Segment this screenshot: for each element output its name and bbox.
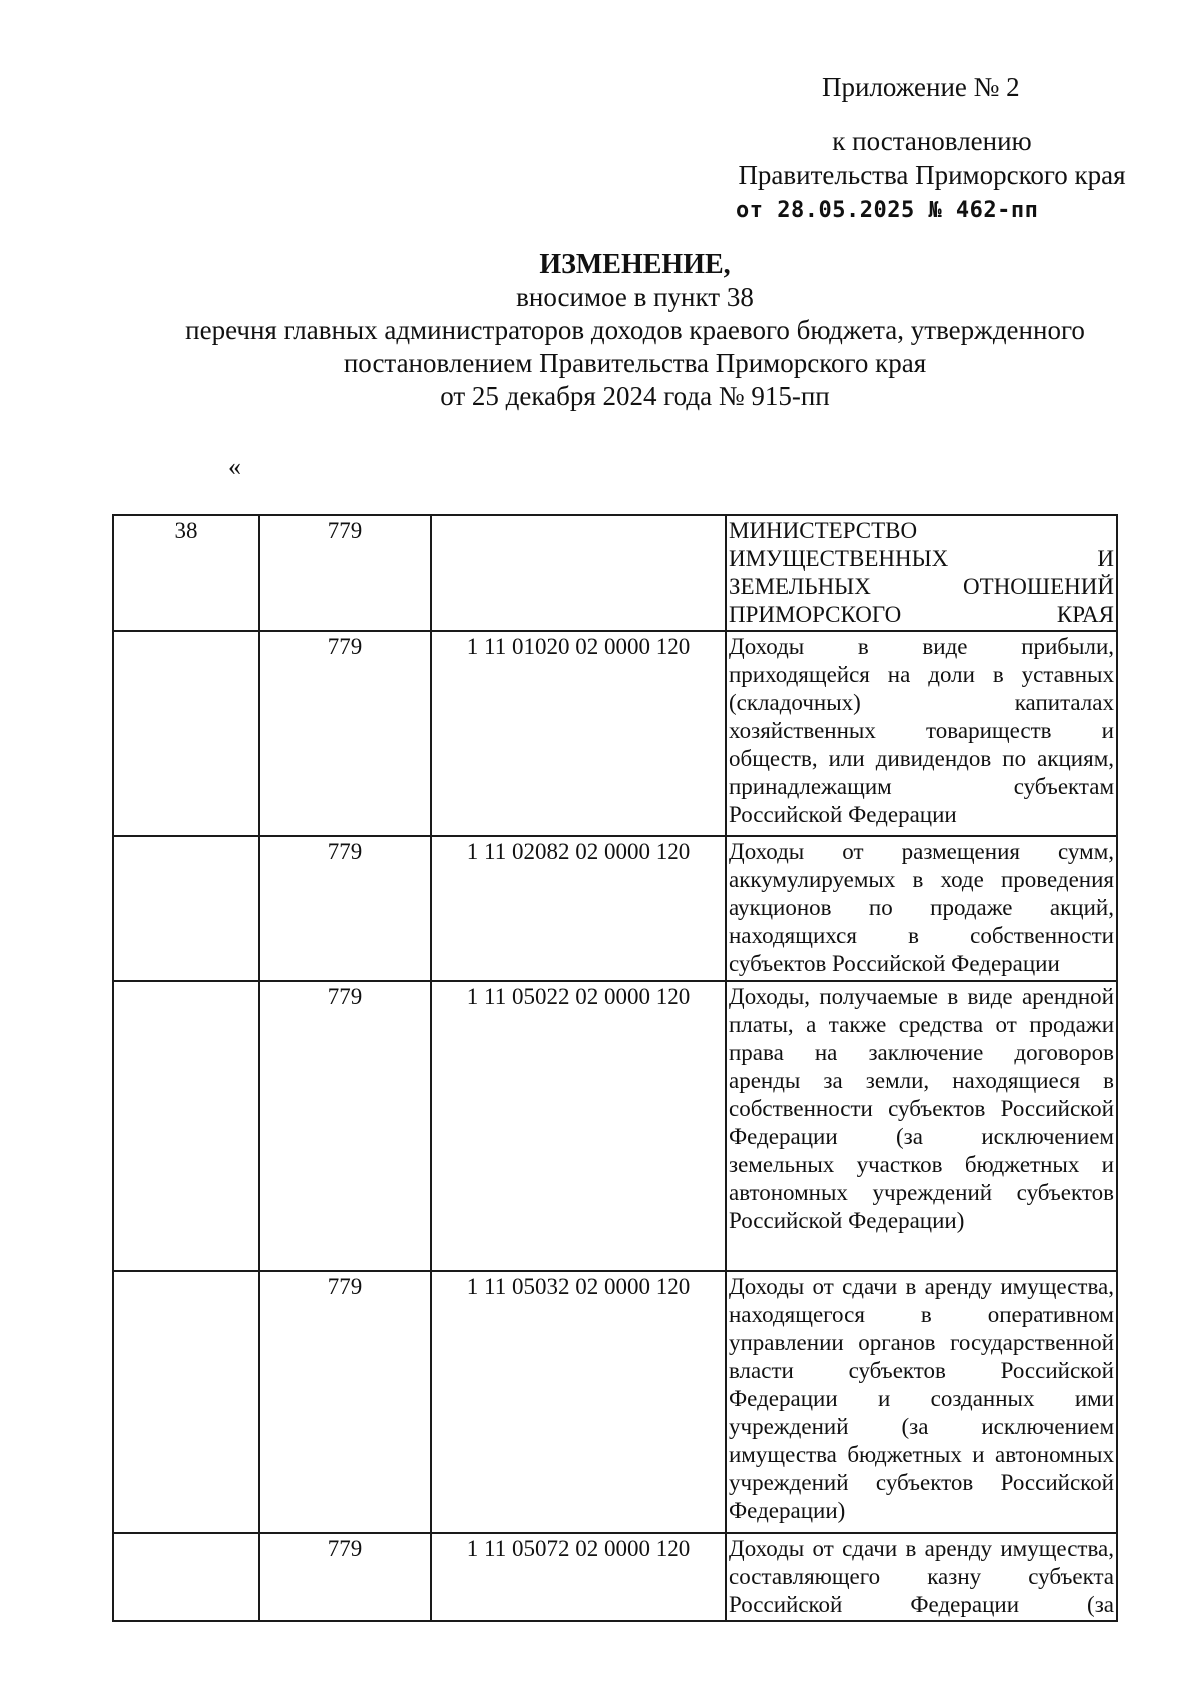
item-number-cell — [113, 1533, 259, 1621]
annex-reference-line-1: к постановлению — [832, 126, 1032, 156]
income-code-cell — [431, 515, 726, 631]
document-title — [0, 248, 1200, 413]
admin-code-cell: 779 — [259, 981, 431, 1271]
annex-reference — [722, 124, 1142, 192]
income-code-cell: 1 11 05022 02 0000 120 — [431, 981, 726, 1271]
income-description-cell: Доходы от сдачи в аренду имущества, находящегося в оперативном управлении органов государственной власти субъектов Российской Федерации и созданных ими учреждений (за исключением имущества бюджетных и автономных учреждений субъектов Российской Федерации) — [726, 1271, 1117, 1533]
income-code-cell: 1 11 05072 02 0000 120 — [431, 1533, 726, 1621]
table-row — [113, 836, 1117, 981]
income-description-cell: Доходы в виде прибыли, приходящейся на доли в уставных (складочных) капиталах хозяйственных товариществ и обществ, или дивидендов по акциям, принадлежащим субъектам Российской Федерации — [726, 631, 1117, 836]
income-description-cell: Доходы, получаемые в виде арендной платы, а также средства от продажи права на заключение договоров аренды за земли, находящиеся в собственности субъектов Российской Федерации (за исключением земельных участков бюджетных и автономных учреждений субъектов Российской Федерации) — [726, 981, 1117, 1271]
income-description-cell: Доходы от размещения сумм, аккумулируемых в ходе проведения аукционов по продаже акций, находящихся в собственности субъектов Российской Федерации — [726, 836, 1117, 981]
title-line-1: вносимое в пункт 38 — [516, 282, 754, 312]
annex-reference-line-2: Правительства Приморского края — [738, 160, 1126, 190]
title-line-2: перечня главных администраторов доходов краевого бюджета, утвержденного — [185, 315, 1085, 345]
title-heading: ИЗМЕНЕНИЕ, — [539, 249, 731, 280]
admin-code-cell: 779 — [259, 515, 431, 631]
admin-code-cell: 779 — [259, 631, 431, 836]
table-row — [113, 1271, 1117, 1533]
table-row — [113, 515, 1117, 631]
admin-code-cell: 779 — [259, 1533, 431, 1621]
item-number-cell — [113, 631, 259, 836]
registration-stamp: от 28.05.2025 № 462-пп — [736, 198, 1039, 223]
title-line-4: от 25 декабря 2024 года № 915-пп — [440, 381, 830, 411]
admin-code-cell: 779 — [259, 1271, 431, 1533]
title-line-3: постановлением Правительства Приморского края — [343, 348, 927, 378]
table-row — [113, 631, 1117, 836]
income-code-cell: 1 11 01020 02 0000 120 — [431, 631, 726, 836]
item-number-cell: 38 — [113, 515, 259, 631]
income-description-cell: МИНИСТЕРСТВО ИМУЩЕСТВЕННЫХ И ЗЕМЕЛЬНЫХ ОТНОШЕНИЙ ПРИМОРСКОГО КРАЯ — [726, 515, 1117, 631]
income-code-cell: 1 11 02082 02 0000 120 — [431, 836, 726, 981]
income-administrators-table — [112, 514, 1118, 1622]
item-number-cell — [113, 981, 259, 1271]
item-number-cell — [113, 1271, 259, 1533]
table-row — [113, 1533, 1117, 1621]
annex-label: Приложение № 2 — [822, 72, 1020, 102]
income-code-cell: 1 11 05032 02 0000 120 — [431, 1271, 726, 1533]
item-number-cell — [113, 836, 259, 981]
table-row — [113, 981, 1117, 1271]
income-description-cell: Доходы от сдачи в аренду имущества, составляющего казну субъекта Российской Федерации (за — [726, 1533, 1117, 1621]
admin-code-cell: 779 — [259, 836, 431, 981]
opening-quote: « — [228, 452, 241, 481]
